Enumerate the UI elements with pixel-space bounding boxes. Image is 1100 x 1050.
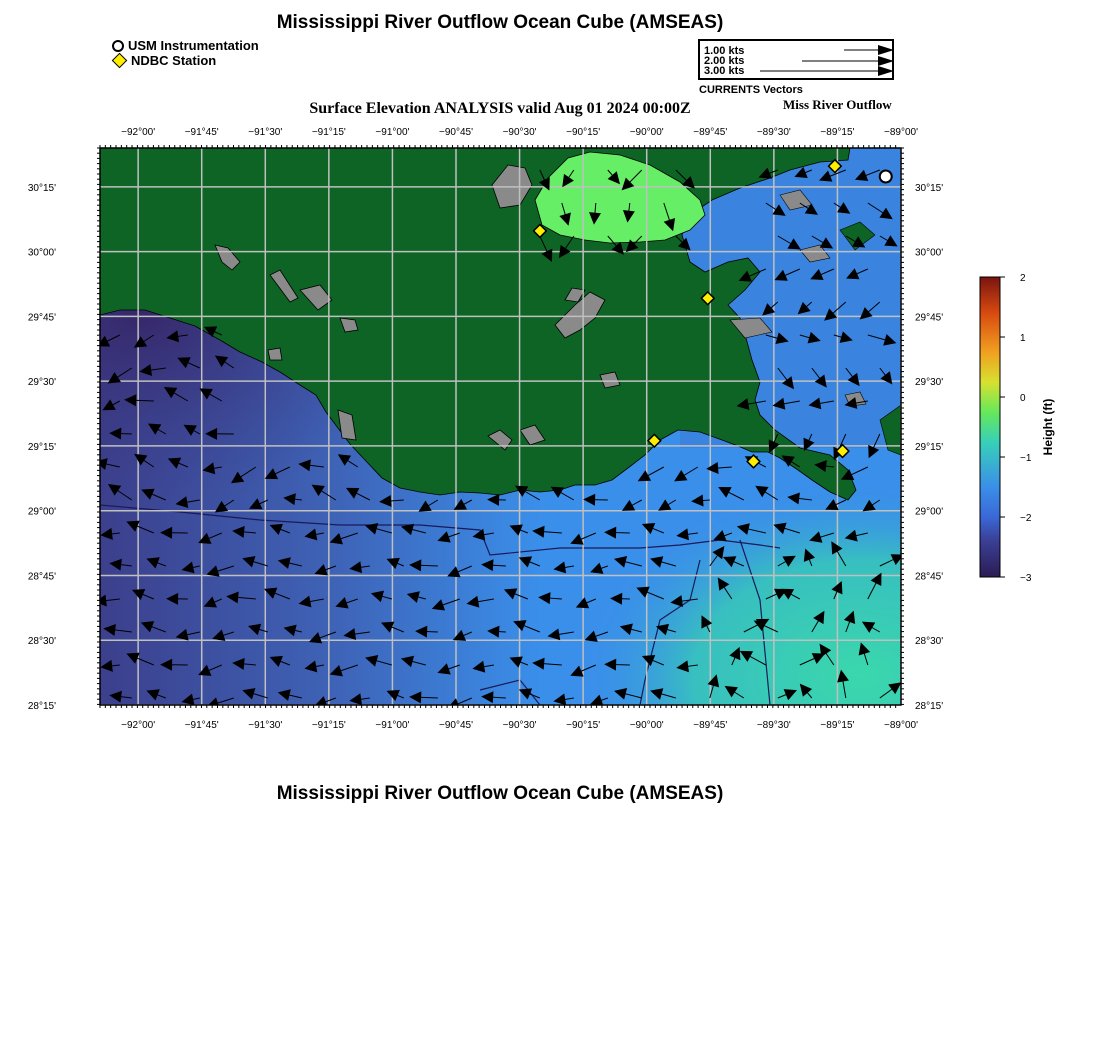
- ref-label-2: 2.00 kts: [704, 55, 745, 67]
- lon-tick-label-bottom: −90°00': [629, 720, 664, 731]
- ref-label-1: 1.00 kts: [704, 45, 745, 57]
- lon-tick-label-bottom: −91°15': [311, 720, 346, 731]
- lon-tick-label-bottom: −89°45': [693, 720, 728, 731]
- lat-tick-label-left: 28°15': [27, 701, 56, 712]
- lat-tick-label-right: 30°15': [915, 182, 944, 194]
- usm-station-marker: [880, 170, 892, 182]
- colorbar-tick-label: −3: [1020, 573, 1032, 584]
- lon-tick-label-top: −90°15': [566, 127, 601, 138]
- lon-tick-label-top: −90°00': [629, 127, 664, 138]
- ref-label-3: 3.00 kts: [704, 65, 745, 77]
- lon-tick-label-bottom: −91°30': [248, 720, 283, 731]
- lon-tick-label-bottom: −89°15': [820, 720, 855, 731]
- lon-tick-label-bottom: −90°30': [502, 720, 537, 731]
- lat-tick-label-right: 28°45': [915, 571, 944, 583]
- lon-tick-label-bottom: −89°00': [884, 720, 918, 731]
- lon-tick-label-top: −91°15': [311, 127, 346, 138]
- lat-tick-label-right: 28°15': [915, 701, 944, 712]
- colorbar-gradient: [980, 277, 1000, 577]
- legend-usm-label: USM Instrumentation: [128, 38, 259, 53]
- lat-tick-label-right: 30°00': [915, 247, 944, 259]
- lon-tick-label-top: −90°30': [502, 127, 537, 138]
- legend-ndbc-label: NDBC Station: [131, 53, 217, 68]
- lon-tick-label-top: −89°15': [820, 127, 855, 138]
- lat-tick-label-left: 30°00': [27, 247, 56, 259]
- lat-tick-label-right: 28°30': [915, 636, 944, 648]
- lon-tick-label-top: −89°30': [756, 127, 791, 138]
- colorbar-tick-label: 2: [1020, 273, 1026, 284]
- lat-tick-label-left: 30°15': [27, 182, 56, 194]
- region-label: Miss River Outflow: [783, 97, 892, 112]
- colorbar: [960, 265, 1070, 595]
- lat-tick-label-right: 29°30': [915, 377, 944, 389]
- lat-tick-label-left: 29°00': [27, 506, 56, 518]
- lon-tick-label-bottom: −90°15': [566, 720, 601, 731]
- lat-tick-label-left: 29°15': [27, 441, 56, 453]
- map-subtitle: Surface Elevation ANALYSIS valid Aug 01 2024 00:00Z: [309, 100, 691, 117]
- colorbar-tick-label: 1: [1020, 333, 1026, 344]
- lon-tick-label-bottom: −91°45': [184, 720, 219, 731]
- lon-tick-label-bottom: −92°00': [121, 720, 156, 731]
- colorbar-label: Height (ft): [1041, 398, 1055, 456]
- bottom-title: Mississippi River Outflow Ocean Cube (AMSEAS): [276, 783, 724, 804]
- lon-tick-label-top: −91°45': [184, 127, 219, 138]
- lat-tick-label-left: 28°45': [27, 571, 56, 583]
- vector-caption: CURRENTS Vectors: [699, 84, 803, 96]
- colorbar-tick-label: −1: [1020, 453, 1032, 464]
- lat-tick-label-left: 29°45': [27, 312, 56, 324]
- lon-tick-label-top: −92°00': [121, 127, 156, 138]
- lat-tick-label-right: 29°00': [915, 506, 944, 518]
- colorbar-tick-label: 0: [1020, 393, 1026, 404]
- lon-tick-label-top: −90°45': [439, 127, 473, 138]
- lon-tick-label-top: −91°30': [248, 127, 283, 138]
- lat-tick-label-left: 28°30': [27, 636, 56, 648]
- page-title: Mississippi River Outflow Ocean Cube (AMSEAS): [276, 12, 724, 33]
- lon-tick-label-bottom: −89°30': [756, 720, 791, 731]
- lat-tick-label-right: 29°15': [915, 441, 944, 453]
- map-content: [94, 148, 904, 709]
- lon-tick-label-top: −89°00': [884, 127, 918, 138]
- lon-tick-label-bottom: −91°00': [375, 720, 410, 731]
- colorbar-tick-label: −2: [1020, 513, 1032, 524]
- lon-tick-label-top: −89°45': [693, 127, 728, 138]
- lat-tick-label-right: 29°45': [915, 312, 944, 324]
- lon-tick-label-bottom: −90°45': [439, 720, 473, 731]
- lon-tick-label-top: −91°00': [375, 127, 410, 138]
- lat-tick-label-left: 29°30': [27, 377, 56, 389]
